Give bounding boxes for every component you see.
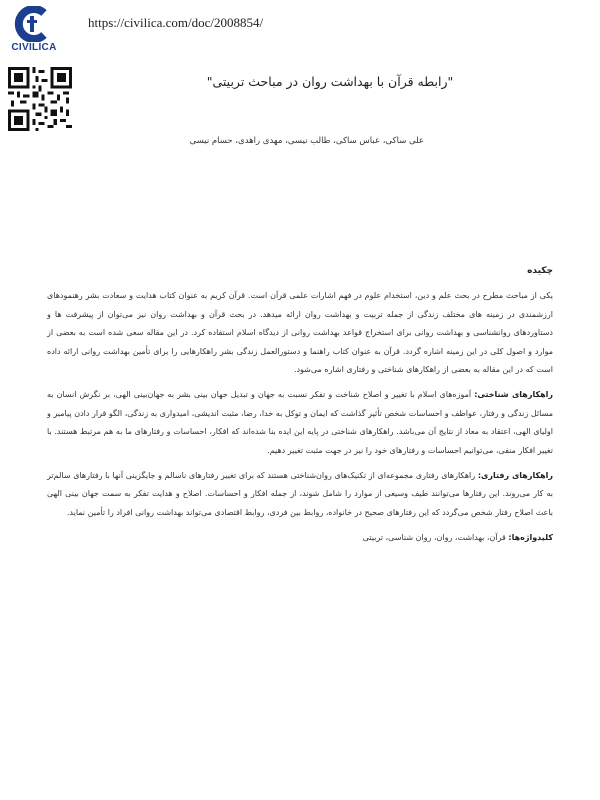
keywords-label: کلیدواژه‌ها: <box>508 533 553 543</box>
civilica-logo[interactable] <box>6 6 62 54</box>
logo-text: CIVILICA <box>11 42 57 53</box>
behavioral-label: راهکارهای رفتاری: <box>477 471 554 481</box>
paper-authors: علی ساکی، عباس ساکی، طالب نیسی، مهدی راهدی، حسام نیسی <box>189 136 424 146</box>
cognitive-label: راهکارهای شناختی: <box>474 390 553 400</box>
civilica-logo-icon <box>14 6 54 42</box>
behavioral-text: راهکارهای رفتاری مجموعه‌ای از تکنیک‌های روان‌شناختی هستند که برای تغییر رفتارهای ناسالم و جایگزینی آنها با رفتارهای سالم‌تر به کار می‌روند. این رفتارها می‌توانند طیف وسیعی از موارد را شامل شوند، از جمله افکار و احساسات. اصلاح و هدایت تفکر به سمت جهان بینی الهی باعث اصلاح رفتار شخص می‌گردد که این رفتارهای صحیح در خانواده، روابط بین فردی، روابط اقتصادی می‌تواند بهداشت روانی افراد را تأمین نماید. <box>47 471 553 517</box>
cognitive-section <box>47 386 553 460</box>
abstract-heading: چکیده <box>527 266 553 276</box>
cognitive-text: آموزه‌های اسلام با تغییر و اصلاح شناخت و تفکر نسبت به جهان و تبدیل جهان بینی بشر به جهان‌بینی الهی، بر نگرش انسان به مسائل زندگی و رفتار، عواطف و احساسات شخص تأثیر گذاشت که ایمان و توکل به خدا، رضا، مثبت اندیشی، امیدواری به زندگی، الگو قرار دادن پیامبر و اولیای الهی، اعتقاد به معاد از نتایج آن می‌باشد. راهکارهای شناختی در پایه این ایده بنا شده‌اند که افکار، احساسات و رفتارهای ما به هم مرتبط هستند. با تغییر افکار منفی، می‌توانیم احساسات و رفتارهای خود را نیز در جهت مثبت تغییر دهیم. <box>47 390 553 455</box>
keywords-section <box>47 529 553 547</box>
abstract-paragraph: یکی از مباحث مطرح در بحث علم و دین، استخدام علوم در فهم اشارات علمی قرآن است. قرآن کریم به عنوان کتاب هدایت و سعادت بشر رهنمودهای ارزشمندی در زمینه های مختلف زندگی از جمله تربیت و بهداشت روان ارائه میدهد. در بحث قرآن و بهداشت روان نیز می‌توان از پیشرفت ها و دستاوردهای روانشناسی و بهداشت روانی برای استخراج قواعد بهداشت روانی از دیدگاه اسلام استفاده کرد. در این مقاله سعی شده است به بعضی از موارد و اصول کلی در این زمینه اشاره گردد. قرآن به عنوان کتاب راهنما و دستورالعمل زندگی بشر راهکارهایی را برای تأمین بهداشت روانی ارائه داده است که در این مقاله به بعضی از راهکارهای شناختی و رفتاری اشاره می‌شود. <box>47 291 553 375</box>
paper-body <box>47 262 553 555</box>
qr-code-icon <box>8 67 72 131</box>
behavioral-section <box>47 467 553 522</box>
document-url[interactable]: https://civilica.com/doc/2008854/ <box>88 15 264 30</box>
paper-title: "رابطه قرآن با بهداشت روان در مباحث تربیتی" <box>206 74 454 89</box>
keywords-text: قرآن، بهداشت، روان، روان شناسی، تربیتی <box>362 533 509 543</box>
